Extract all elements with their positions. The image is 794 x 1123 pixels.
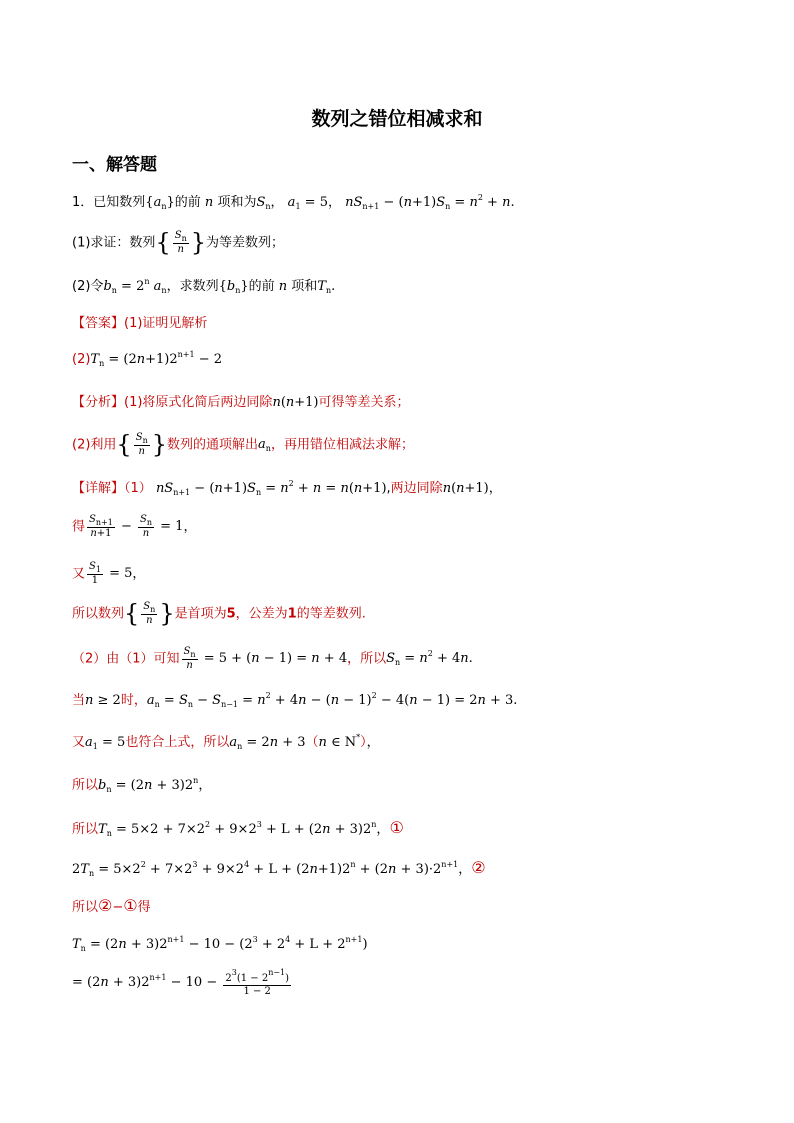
page-title: 数列之错位相减求和 <box>311 108 483 130</box>
detail-line-8: 所以$b_n = (2n + 3)2^n$， <box>72 776 212 794</box>
detail-line-5: （2）由（1）可知 $\frac{S_n}{n}$ = 5 + (n − 1) = n + 4，所以$S_n = n^2 + 4n$. <box>72 646 473 672</box>
detail-line-10: $2T_n = 5\times 2^2 + 7\times 2^3 + 9\times 2^4 + L + (2n+1)2^n + (2n + 3)\cdot 2^{n+1}$，② <box>72 858 486 878</box>
detail-line-9: 所以$T_n = 5\times 2 + 7\times 2^2 + 9\times 2^3 + L + (2n + 3)2^n$，① <box>72 818 404 838</box>
detail-line-4: 所以数列{ $\frac{S_n}{n}$ }是首项为5，公差为1的等差数列. <box>72 599 366 628</box>
analysis-part-1: 【分析】(1)将原式化简后两边同除n(n+1)可得等差关系； <box>72 395 410 410</box>
detail-line-7: 又$a_1 = 5$也符合上式，所以$a_n = 2n + 3(n$ ∈ N*）， <box>72 733 380 751</box>
detail-line-13: = $(2n + 3)2^{n+1} - 10$ − $\frac{2^3(1 - 2^{n-1})}{1 - 2}$ <box>72 968 290 997</box>
problem-statement: 1．已知数列$\{a_n\}$的前 n 项和为$S_n$， $a_1 = 5$， $nS_{n+1} - (n+1)S_n = n^2 + n$. <box>72 193 515 211</box>
detail-line-11: 所以②−①得 <box>72 896 151 915</box>
answer-part-1: 【答案】(1)证明见解析 <box>72 316 208 331</box>
problem-part-1: (1)求证：数列{ $\frac{S_n}{n}$ }为等差数列； <box>72 228 285 257</box>
detail-line-6: 当n ≥ 2时，$a_n = S_n - S_{n-1} = n^2 + 4n - (n - 1)^2 - 4(n - 1) = 2n + 3$. <box>72 691 518 709</box>
detail-line-12: $T_n = (2n + 3)2^{n+1} - 10 - (2^3 + 2^4 + L + 2^{n+1})$ <box>72 935 368 953</box>
problem-part-2: (2)令$b_n = 2^n$ $a_n$，求数列$\{b_n\}$的前 n 项和$T_n$. <box>72 277 336 295</box>
detail-line-3: 又 $\frac{S_1}{1}$ = 5， <box>72 561 146 587</box>
detail-line-1: 【详解】（1） $nS_{n+1} - (n+1)S_n = n^2 + n = n(n+1)$,两边同除n(n+1)， <box>72 479 502 497</box>
answer-part-2: $(2)T_n = (2n+1)2^{n+1} - 2$ <box>72 350 223 368</box>
analysis-part-2: (2)利用{ $\frac{S_n}{n}$ }数列的通项解出$a_n$，再用错位相减法求解； <box>72 430 414 459</box>
detail-line-2: 得 $\frac{S_{n+1}}{n+1}$ − $\frac{S_n}{n}$ = 1， <box>72 514 197 540</box>
section-heading: 一、解答题 <box>72 155 157 175</box>
